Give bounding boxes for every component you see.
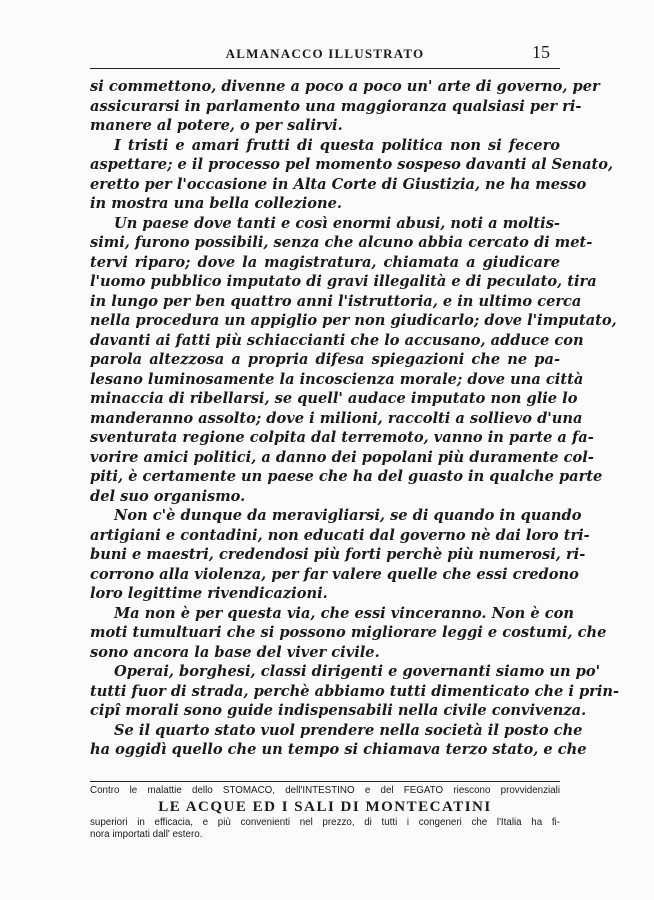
text-line: in mostra una bella collezione. xyxy=(90,195,342,212)
text-line: manere al potere, o per salirvi. xyxy=(90,117,343,134)
text-line: piti, è certamente un paese che ha del guasto in qualche parte xyxy=(90,468,603,485)
ad-line-1: superiori in efficacia, e più convenienti nel prezzo, di tutti i congeneri che l'Italia ha fi- xyxy=(90,816,560,828)
text-line: davanti ai fatti più schiaccianti che lo accusano, adduce con xyxy=(90,331,584,349)
text-line: eretto per l'occasione in Alta Corte di Giustizia, ne ha messo xyxy=(90,175,587,193)
text-line: simi, furono possibili, senza che alcuno abbia cercato di met- xyxy=(90,234,593,251)
text-line: sventurata regione colpita dal terremoto, vanno in parte a fa- xyxy=(90,429,594,446)
text-line: vorire amici politici, a danno dei popolani più duramente col- xyxy=(90,448,594,466)
text-line: ha oggidì quello che un tempo si chiamava terzo stato, e che xyxy=(90,741,587,758)
page-header xyxy=(90,42,560,69)
advertisement xyxy=(90,785,560,842)
text-line: buni e maestri, credendosi più forti perchè più numerosi, ri- xyxy=(90,546,586,563)
text-line: Non c'è dunque da meravigliarsi, se di quando in quando xyxy=(114,507,582,524)
text-line: aspettare; e il processo pel momento sospeso davanti al Senato, xyxy=(90,156,614,173)
text-line: nella procedura un appiglio per non giudicarlo; dove l'imputato, xyxy=(90,312,617,329)
footer-divider xyxy=(90,781,560,782)
text-line: manderanno assolto; dove i milioni, raccolti a sollievo d'una xyxy=(90,409,583,427)
ad-line-2: nora importati dall' estero. xyxy=(90,829,203,840)
text-line: moti tumultuari che si possono migliorare leggi e costumi, che xyxy=(90,624,607,641)
text-line: Un paese dove tanti e così enormi abusi, noti a moltis- xyxy=(114,214,560,232)
text-line: sono ancora la base del viver civile. xyxy=(90,643,380,661)
text-line: assicurarsi in parlamento una maggioranza qualsiasi per ri- xyxy=(90,97,582,115)
ad-title: LE ACQUE ED I SALI DI MONTECATINI xyxy=(158,798,492,815)
text-line: corrono alla violenza, per far valere quelle che essi credono xyxy=(90,565,579,583)
text-line: minaccia di ribellarsi, se quell' audace imputato non glie lo xyxy=(90,390,578,407)
text-line: Se il quarto stato vuol prendere nella società il posto che xyxy=(114,721,583,739)
running-title: ALMANACCO ILLUSTRATO xyxy=(225,46,425,61)
text-line: Operai, borghesi, classi dirigenti e governanti siamo un po' xyxy=(114,663,601,680)
text-line: parola altezzosa a propria difesa spiegazioni che ne pa- xyxy=(90,351,560,368)
text-line: si commettono, divenne a poco a poco un' arte di governo, per xyxy=(90,78,600,95)
text-line: in lungo per ben quattro anni l'istruttoria, e in ultimo cerca xyxy=(90,292,582,310)
text-line: I tristi e amari frutti di questa politica non si fecero xyxy=(114,136,560,154)
ad-intro: Contro le malattie dello STOMACO, dell'INTESTINO e del FEGATO riescono provvidenziali xyxy=(90,785,560,796)
text-line: Ma non è per questa via, che essi vinceranno. Non è con xyxy=(114,604,574,622)
text-line: lesano luminosamente la incoscienza morale; dove una città xyxy=(90,370,584,388)
text-line: cipî morali sono guide indispensabili nella civile convivenza. xyxy=(90,702,587,719)
text-line: del suo organismo. xyxy=(90,487,246,505)
text-line: loro legittime rivendicazioni. xyxy=(90,585,328,602)
page-number: 15 xyxy=(532,42,550,62)
text-line: artigiani e contadini, non educati dal governo nè dai loro tri- xyxy=(90,526,590,544)
text-line: l'uomo pubblico imputato di gravi illegalità e di peculato, tira xyxy=(90,273,597,290)
body-text xyxy=(90,77,620,760)
text-line: tutti fuor di strada, perchè abbiamo tutti dimenticato che i prin- xyxy=(90,682,620,700)
text-line: tervi riparo; dove la magistratura, chiamata a giudicare xyxy=(90,253,560,271)
